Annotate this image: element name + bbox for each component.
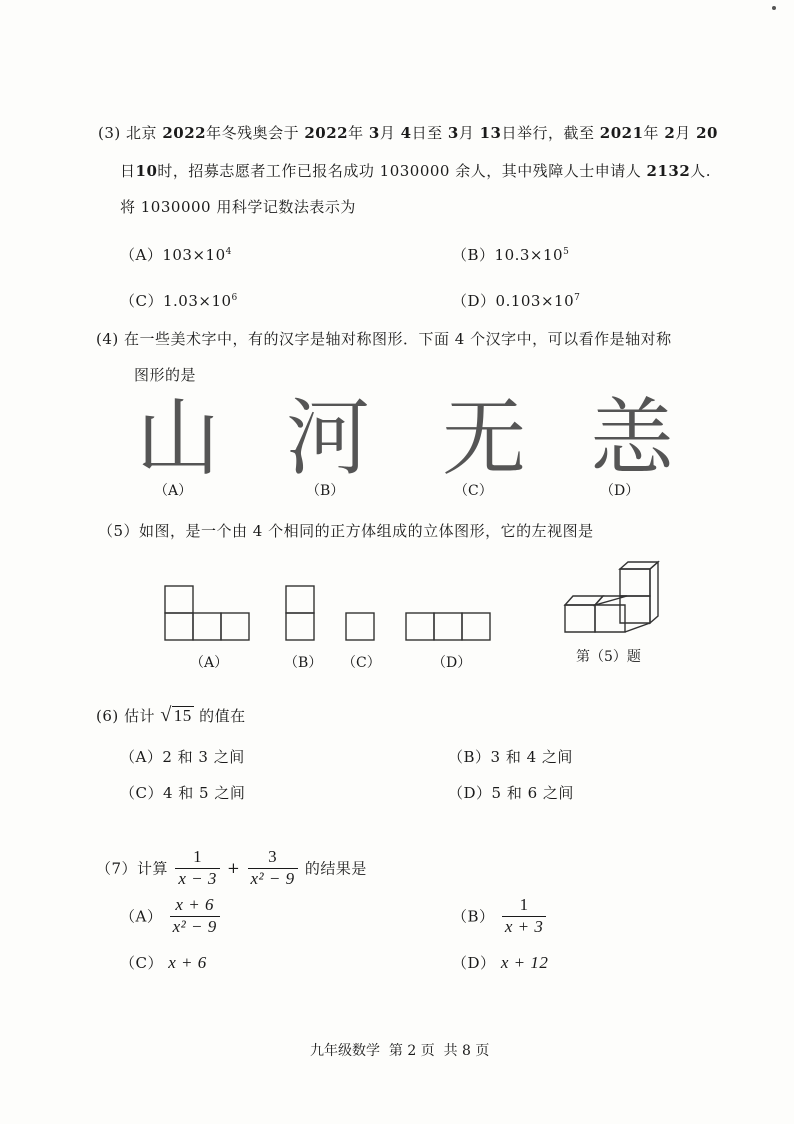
- scan-speck: [772, 6, 776, 10]
- q4-char-a: 山: [136, 389, 221, 487]
- q4-line-2: 图形的是: [134, 366, 197, 384]
- q3-line-1: (3) 北京 2022年冬残奥会于 2022年 3月 4日至 3月 13日举行，截至 2021年 2月 20: [98, 124, 718, 142]
- q6-line-1: (6) 估计 √ 15 的值在: [96, 704, 246, 726]
- q7-option-c: （C） x + 6: [120, 953, 207, 972]
- q6-option-d: （D）5 和 6 之间: [448, 784, 574, 802]
- q4-label-b: （B）: [306, 483, 345, 499]
- q3-number: (3): [98, 124, 121, 142]
- q5-label-d: （D）: [432, 655, 472, 671]
- q5-view-a: [165, 586, 249, 640]
- q6-option-a: （A）2 和 3 之间: [120, 748, 245, 766]
- q5-label-b: （B）: [284, 655, 323, 671]
- q3-option-b: $(B)10.3\times 10^5$: [452, 246, 570, 264]
- q3-line-3: 将 1030000 用科学记数法表示为: [120, 198, 356, 216]
- q5-view-d: [406, 613, 490, 640]
- q7-option-a: （A） $\frac{x + 6}{\text{x² − 9}}$: [120, 896, 222, 936]
- page-footer: 九年级数学 第 2 页 共 8 页: [310, 1043, 490, 1059]
- q3-option-a: $(A)103\times 10^4$: [120, 246, 232, 264]
- q5-d-square-3: [462, 613, 490, 640]
- q4-label-a: （A）: [154, 483, 193, 499]
- q5-label-a: （A）: [190, 655, 229, 671]
- q3-option-d: $(D)0.103\times 10^7$: [452, 292, 581, 310]
- q5-view-b: [286, 586, 314, 640]
- q7-fraction-2: $\frac{3}{\text{x² − 9}}$: [248, 848, 298, 888]
- q7-option-b: （B） $\frac{1}{x + 3}$: [452, 896, 548, 936]
- q5-solid-figure: [565, 562, 658, 632]
- q4-char-b: 河: [286, 389, 371, 487]
- q5-a-square-top: [165, 586, 193, 613]
- q6-radicand: 15: [173, 706, 192, 725]
- q3-option-c: $(C)1.03\times 10^6$: [120, 292, 238, 310]
- q7-option-a-fraction: $\frac{x + 6}{\text{x² − 9}}$: [170, 896, 220, 936]
- q7-option-b-fraction: $\frac{1}{x + 3}$: [502, 896, 547, 936]
- q7-line-1: （7）计算 $\frac{1}{x - 3}$ + $\frac{3}{\text{x² − 9}}$ 的结果是: [96, 847, 367, 888]
- q4-char-c: 无: [442, 389, 527, 487]
- q5-figures: [0, 560, 794, 710]
- q5-view-c: [346, 613, 374, 640]
- q5-d-square-1: [406, 613, 434, 640]
- q4-label-d: （D）: [600, 483, 640, 499]
- q5-caption: 第（5）题: [576, 649, 641, 665]
- q4-char-d: 恙: [590, 389, 675, 487]
- q5-b-square-bottom: [286, 613, 314, 640]
- q7-option-d: （D） x + 12: [452, 953, 549, 972]
- q7-fraction-1: $\frac{1}{x - 3}$: [175, 848, 220, 888]
- q4-line-1: (4) 在一些美术字中，有的汉字是轴对称图形．下面 4 个汉字中，可以看作是轴对称: [96, 330, 672, 348]
- q5-d-square-2: [434, 613, 462, 640]
- q5-c-square: [346, 613, 374, 640]
- q5-a-square-3: [221, 613, 249, 640]
- q6-option-b: （B）3 和 4 之间: [448, 748, 573, 766]
- q5-a-square-2: [193, 613, 221, 640]
- q3-line-2: 日10时，招募志愿者工作已报名成功 1030000 余人，其中残障人士申请人 2132人.: [120, 162, 712, 180]
- q5-a-square-1: [165, 613, 193, 640]
- q5-b-square-top: [286, 586, 314, 613]
- q5-line-1: （5）如图，是一个由 4 个相同的正方体组成的立体图形，它的左视图是: [98, 522, 594, 540]
- sqrt-symbol: √: [160, 704, 172, 726]
- q4-label-c: （C）: [454, 483, 493, 499]
- q5-label-c: （C）: [342, 655, 381, 671]
- q6-option-c: （C）4 和 5 之间: [120, 784, 246, 802]
